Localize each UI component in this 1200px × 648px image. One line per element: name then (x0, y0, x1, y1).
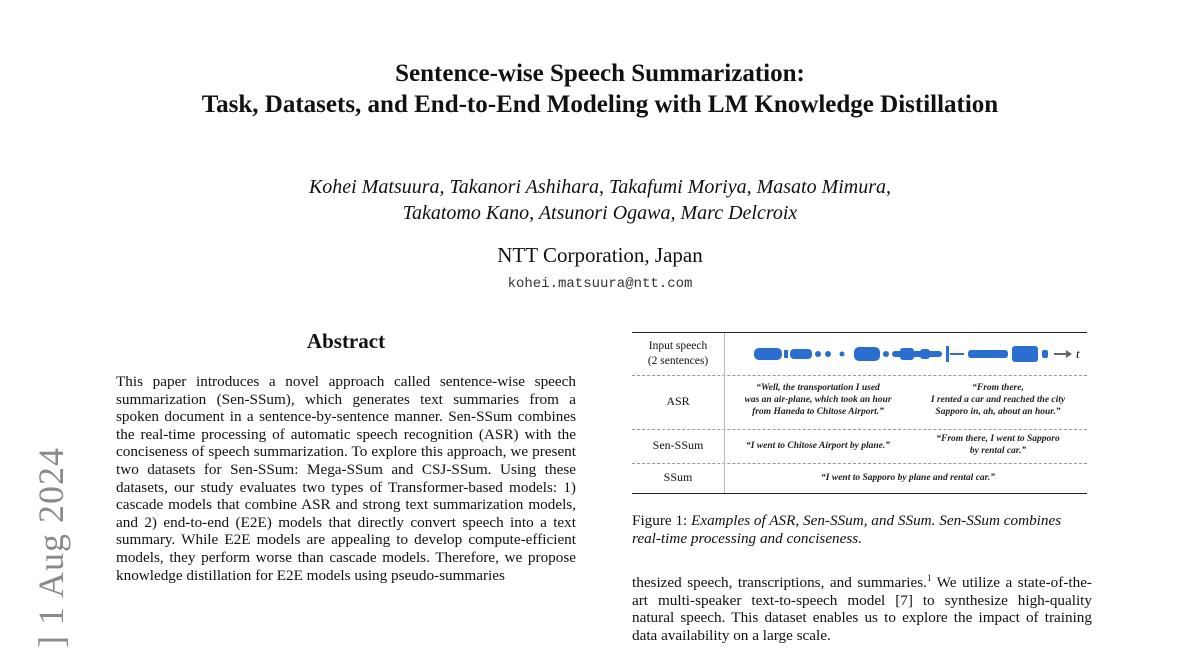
asr-sentence-1 (728, 382, 908, 418)
caption-prefix: Figure 1: (632, 512, 688, 529)
title-line-2: Task, Datasets, and End-to-End Modeling with LM Knowledge Distillation (201, 91, 999, 118)
figure-1 (632, 332, 1087, 494)
caption-text: Examples of ASR, Sen-SSum, and SSum. Sen-SSum combines real-time processing and conciseness. (632, 512, 1062, 547)
asr-s1-line-3: from Haneda to Chitose Airport.” (752, 407, 884, 417)
input-label-line-2: (2 sentences) (647, 355, 709, 367)
sen-ssum-sentence-1 (728, 440, 908, 452)
sen-ssum-s2-line-2: by rental car.” (969, 446, 1027, 456)
asr-s2-line-1: “From there, (972, 383, 1024, 393)
figure-1-caption (632, 512, 1092, 548)
speech-waveform-icon (750, 339, 1090, 369)
time-symbol: t (1076, 346, 1080, 361)
paper-title (0, 58, 1200, 120)
figure-row-sen-ssum (632, 429, 1087, 464)
figure-row-input-speech (632, 333, 1087, 376)
input-speech-label (632, 339, 724, 369)
right-text-part-1: thesized speech, transcriptions, and summaries. (632, 574, 927, 592)
asr-s2-line-3: Sapporo in, ah, about an hour.” (935, 407, 1061, 417)
right-column-text (632, 570, 1092, 644)
sen-ssum-s1-line-1: “I went to Chitose Airport by plane.” (745, 441, 890, 451)
input-label-line-1: Input speech (648, 340, 708, 352)
authors-line-2: Takatomo Kano, Atsunori Ogawa, Marc Delcroix (402, 202, 798, 224)
row-label-asr: ASR (666, 394, 690, 408)
figure-row-ssum (632, 463, 1087, 493)
ssum-summary: “I went to Sapporo by plane and rental car.” (821, 473, 995, 483)
sen-ssum-sentence-2 (908, 433, 1088, 457)
title-line-1: Sentence-wise Speech Summarization: (395, 60, 805, 87)
row-label-sen-ssum: Sen-SSum (652, 438, 704, 452)
sen-ssum-s2-line-1: “From there, I went to Sapporo (936, 434, 1060, 444)
author-list (0, 174, 1200, 226)
asr-s1-line-1: “Well, the transportation I used (756, 383, 880, 393)
asr-s1-line-2: was an air-plane, which took an hour (744, 395, 892, 405)
asr-s2-line-2: I rented a car and reached the city (930, 395, 1066, 405)
footnote-mark: 1 (926, 573, 932, 583)
right-text-part-2: We utilize a state-of-the-art multi-speaker text-to-speech model [7] to synthesize high-quality natural speech. This dataset enables us to explore the impact of training data availability on a large scale. (632, 574, 1092, 644)
authors-line-1: Kohei Matsuura, Takanori Ashihara, Takafumi Moriya, Masato Mimura, (308, 176, 892, 198)
abstract-heading: Abstract (306, 329, 386, 353)
arxiv-side-stamp: ] 1 Aug 2024 (31, 447, 71, 648)
figure-row-asr (632, 375, 1087, 430)
affiliation: NTT Corporation, Japan (497, 243, 703, 267)
asr-sentence-2 (908, 382, 1088, 418)
author-email: kohei.matsuura@ntt.com (507, 276, 693, 292)
row-label-ssum: SSum (663, 470, 693, 484)
abstract-text: This paper introduces a novel approach called sentence-wise speech summarization (Sen-SSum), which generates text summaries from a spoken document in a sentence-by-sentence manner. Sen-SSum combines the real-time processing of automatic speech recognition (ASR) with the conciseness of speech summarization. To explore this approach, we present two datasets for Sen-SSum: Mega-SSum and CSJ-SSum. Using these datasets, our study evaluates two types of Transformer-based models: 1) cascade models that combine ASR and strong text summarization models, and 2) end-to-end (E2E) models that directly convert speech into a text summary. While E2E models are appealing to develop compute-efficient models, they perform worse than cascade models. Therefore, we propose knowledge distillation for E2E models using pseudo-summaries (116, 373, 576, 584)
